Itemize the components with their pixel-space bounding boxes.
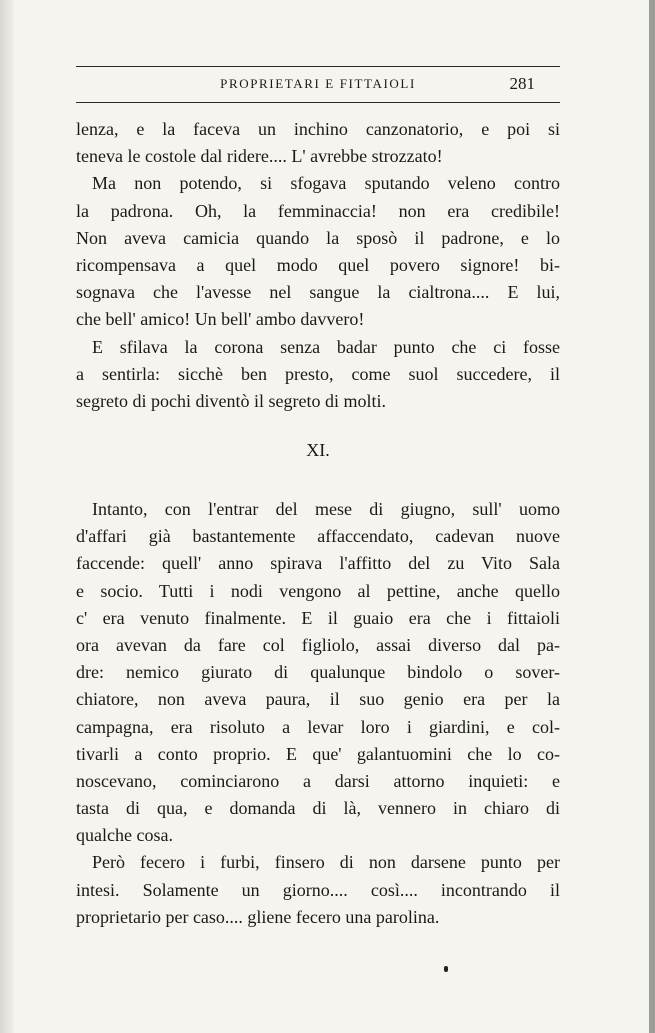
text-line: qualche cosa. <box>76 825 173 846</box>
text-line: Ma non potendo, si sfogava sputando veleno contro <box>92 173 560 194</box>
text-line: campagna, era risoluto a levar loro i giardini, e col- <box>76 716 560 737</box>
text-line: E sfilava la corona senza badar punto che ci fosse <box>92 336 560 357</box>
text-line: ora avevan da fare col figliolo, assai diverso dal pa- <box>76 634 560 655</box>
text-block-section-xi <box>76 496 560 931</box>
text-line: la padrona. Oh, la femminaccia! non era credibile! <box>76 200 560 221</box>
text-line: segreto di pochi diventò il segreto di molti. <box>76 390 386 411</box>
text-line: intesi. Solamente un giorno.... così.... incontrando il <box>76 879 560 900</box>
text-line: ricompensava a quel modo quel povero signore! bi- <box>76 254 560 275</box>
text-line: tivarli a conto proprio. E que' galantuomini che lo co- <box>76 743 560 764</box>
text-line: teneva le costole dal ridere.... L' avrebbe strozzato! <box>76 146 443 167</box>
text-block-before-section <box>76 116 560 415</box>
text-line: e socio. Tutti i nodi vengono al pettine, anche quello <box>76 580 560 601</box>
text-line: lenza, e la faceva un inchino canzonatorio, e poi si <box>76 119 560 139</box>
text-line: c' era venuto finalmente. E il guaio era che i fittaioli <box>76 607 560 628</box>
header-rule-bottom <box>76 102 560 103</box>
text-line: faccende: quell' anno spirava l'affitto del zu Vito Sala <box>76 553 560 574</box>
text-line: Però fecero i furbi, finsero di non darsene punto per <box>92 852 560 873</box>
text-line: d'affari già bastantemente affaccendato, cadevan nuove <box>76 526 560 547</box>
page-number: 281 <box>509 74 535 93</box>
text-line: proprietario per caso.... gliene fecero una parolina. <box>76 906 440 927</box>
running-header: PROPRIETARI E FITTAIOLI <box>220 76 416 91</box>
page-gutter <box>0 0 14 1033</box>
text-line: sognava che l'avesse nel sangue la cialtrona.... E lui, <box>76 282 560 303</box>
text-line: chiatore, non aveva paura, il suo genio era per la <box>76 689 560 710</box>
header-rule-top <box>76 66 560 67</box>
ink-speck <box>444 966 448 972</box>
text-line: tasta di qua, e domanda di là, vennero in chiaro di <box>76 798 560 819</box>
text-line: a sentirla: sicchè ben presto, come suol succedere, il <box>76 363 560 384</box>
text-line: Intanto, con l'entrar del mese di giugno, sull' uomo <box>92 499 560 519</box>
text-line: noscevano, cominciarono a darsi attorno inquieti: e <box>76 770 560 791</box>
text-line: dre: nemico giurato di qualunque bindolo o sover- <box>76 662 560 683</box>
text-line: che bell' amico! Un bell' ambo davvero! <box>76 309 365 330</box>
text-line: Non aveva camicia quando la sposò il padrone, e lo <box>76 227 560 248</box>
section-heading: XI. <box>306 440 330 460</box>
